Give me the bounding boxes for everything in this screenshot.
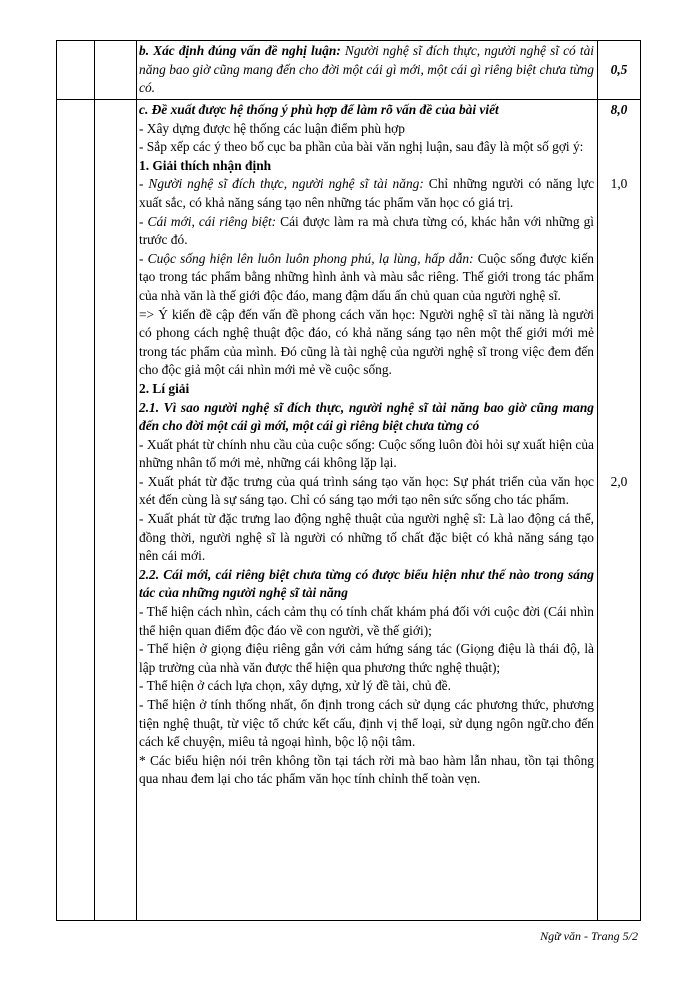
page-footer: Ngữ văn - Trang 5/2 (540, 929, 638, 943)
part2-sub2-title: 2.2. Cái mới, cái riêng biệt chưa từng có được biểu hiện như thế nào trong sáng tác của những người nghệ sĩ tài năng (139, 566, 594, 601)
section-c-heading: c. Đề xuất được hệ thống ý phù hợp để làm rõ vấn đề của bài viết (139, 102, 499, 117)
row-section-b (57, 41, 641, 100)
part1-item3-text: Cuộc sống được kiến tạo trong tác phẩm bằng những hình ảnh và màu sắc riêng. Thế giới trong tác phẩm của nhà văn là thế giới độc đáo, mang đậm dấu ấn chủ quan của người nghệ sĩ. (139, 250, 594, 303)
part1-item3-label: - Cuộc sống hiện lên luôn luôn phong phú, lạ lùng, hấp dẫn: (139, 250, 474, 266)
empty-col-1 (57, 41, 95, 100)
part2-sub1-item: - Xuất phát từ đặc trưng của quá trình sáng tạo văn học: Sự phát triển của văn học xét đến cùng là sự sáng tạo. Chỉ có sáng tạo mới tạo nên sức sống cho tác phẩm. (139, 473, 594, 508)
part2-sub1-item: - Xuất phát từ chính nhu cầu của cuộc sống: Cuộc sống luôn đòi hỏi sự xuất hiện của những nhân tố mới mẻ, những cái không lặp lại. (139, 436, 594, 471)
part2-sub1-title: 2.1. Vì sao người nghệ sĩ đích thực, người nghệ sĩ tài năng bao giờ cũng mang đến cho đời một cái gì mới, một cái gì riêng biệt chưa từng có (139, 399, 594, 434)
part2-sub2-item: - Thể hiện ở cách lựa chọn, xây dựng, xử lý đề tài, chủ đề. (139, 678, 451, 694)
section-c-score-cell (598, 100, 641, 921)
part2-sub2-item: * Các biểu hiện nói trên không tồn tại tách rời mà bao hàm lẫn nhau, tồn tại thông qua nhau đem lại cho tác phẩm văn học tính chỉnh thể toàn vẹn. (139, 752, 594, 787)
part1-item2-text: Cái được làm ra mà chưa từng có, khác hẳn với những gì trước đó. (139, 213, 594, 248)
row-section-c (57, 100, 641, 921)
part1-conclusion: => Ý kiến đề cập đến vấn đề phong cách văn học: Người nghệ sĩ tài năng là người có phong cách nghệ thuật độc đáo, có khả năng sáng tạo nên một thế giới mới mẻ trong tác phẩm của mình. Đó cũng là tài nghệ của người nghệ sĩ trong việc đem đến cho độc giả một cái nhìn mới mẻ về cuộc sống. (139, 306, 594, 378)
part2-sub2-item: - Thể hiện ở tính thống nhất, ổn định trong cách sử dụng các phương thức, phương tiện nghệ thuật, từ việc tổ chức kết cấu, định vị thể loại, sử dụng ngôn ngữ.cho đến cách kể chuyện, miêu tả ngoại hình, bộc lộ nội tâm. (139, 697, 594, 750)
section-c-score: 8,0 (610, 102, 628, 117)
empty-col-2 (95, 41, 137, 100)
part1-item2-label: - Cái mới, cái riêng biệt: (139, 213, 277, 229)
part2-score: 2,0 (610, 474, 628, 489)
section-b-content (137, 41, 598, 100)
part1-item1-label: - Người nghệ sĩ đích thực, người nghệ sĩ tài năng: (139, 176, 424, 192)
section-b-score-cell (598, 41, 641, 100)
section-c-intro-1: - Xây dựng được hệ thống các luận điểm phù hợp (139, 120, 405, 136)
section-c-intro-2: - Sắp xếp các ý theo bố cục ba phần của bài văn nghị luận, sau đây là một số gợi ý: (139, 139, 584, 155)
part1-score: 1,0 (610, 176, 628, 191)
grading-table (56, 40, 641, 921)
empty-col-2 (95, 100, 137, 921)
part2-sub1-item: - Xuất phát từ đặc trưng lao động nghệ thuật của người nghệ sĩ: Là lao động cá thể, đồng thời, người nghệ sĩ là người có những tố chất đặc biệt có khả năng sáng tạo nên cái mới. (139, 511, 594, 564)
empty-col-1 (57, 100, 95, 921)
part1-title: 1. Giải thích nhận định (139, 157, 272, 173)
part2-title: 2. Lí giải (139, 380, 190, 396)
section-b-heading: b. Xác định đúng vấn đề nghị luận: (139, 43, 341, 58)
section-c-content (137, 100, 598, 921)
part2-sub2-item: - Thể hiện cách nhìn, cách cảm thụ có tính chất khám phá đối với cuộc đời (Cái nhìn thể hiện quan điểm độc đáo về con người, về thế giới); (139, 604, 594, 638)
section-b-body: Người nghệ sĩ đích thực, người nghệ sĩ có tài năng bao giờ cũng mang đến cho đời một cái gì mới, một cái gì riêng biệt chưa từng có. (139, 43, 594, 96)
section-b-score: 0,5 (610, 62, 628, 77)
part2-sub2-item: - Thể hiện ở giọng điệu riêng gắn với cảm hứng sáng tác (Giọng điệu là thái độ, là lập trường của nhà văn được thể hiện qua phương thức nghệ thuật); (139, 641, 594, 675)
part1-item1-text: Chỉ những người có năng lực xuất sắc, có khả năng sáng tạo nên những tác phẩm văn học có giá trị. (139, 176, 595, 210)
